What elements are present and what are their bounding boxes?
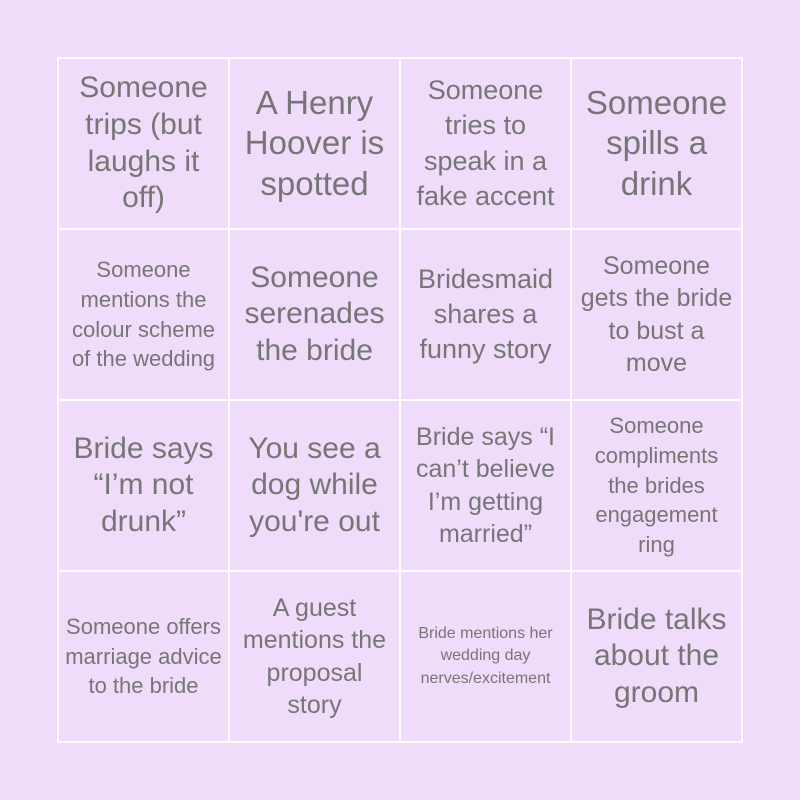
bingo-cell[interactable] (400, 58, 571, 229)
bingo-cell[interactable] (400, 571, 571, 742)
bingo-cell[interactable] (58, 400, 229, 571)
bingo-cell[interactable] (400, 229, 571, 400)
bingo-cell-text: Someone trips (but laughs it off) (79, 71, 208, 215)
bingo-cell-text: Bride says “I can’t believe I’m getting married” (416, 422, 555, 548)
bingo-cell[interactable] (229, 58, 400, 229)
bingo-cell[interactable] (58, 58, 229, 229)
bingo-cell[interactable] (229, 400, 400, 571)
bingo-cell-text: A Henry Hoover is spotted (244, 84, 385, 202)
bingo-cell-text: Someone tries to speak in a fake accent (416, 75, 555, 211)
bingo-cell[interactable] (58, 571, 229, 742)
bingo-cell[interactable] (229, 571, 400, 742)
bingo-board (57, 57, 743, 743)
bingo-cell-text: Someone serenades the bride (244, 260, 385, 367)
bingo-cell[interactable] (229, 229, 400, 400)
bingo-cell-text: A guest mentions the proposal story (242, 593, 387, 719)
bingo-cell[interactable] (400, 400, 571, 571)
bingo-cell[interactable] (571, 571, 742, 742)
bingo-cell-text: Someone mentions the colour scheme of the wedding (71, 256, 216, 372)
bingo-cell-text: Bride says “I’m not drunk” (73, 431, 214, 538)
bingo-cell-text: Bridesmaid shares a funny story (417, 263, 554, 365)
bingo-cell-text: Someone compliments the brides engagement ring (594, 412, 719, 558)
bingo-cell[interactable] (58, 229, 229, 400)
bingo-cell-text: Someone spills a drink (585, 84, 728, 202)
bingo-cell[interactable] (571, 58, 742, 229)
bingo-cell[interactable] (571, 229, 742, 400)
bingo-cell-text: Bride mentions her wedding day nerves/excitement (418, 624, 553, 687)
bingo-cell-text: Bride talks about the groom (586, 602, 727, 709)
bingo-cell-text: You see a dog while you're out (248, 431, 381, 538)
bingo-cell-text: Someone gets the bride to bust a move (580, 251, 733, 377)
bingo-cell[interactable] (571, 400, 742, 571)
bingo-cell-text: Someone offers marriage advice to the bride (65, 613, 222, 699)
